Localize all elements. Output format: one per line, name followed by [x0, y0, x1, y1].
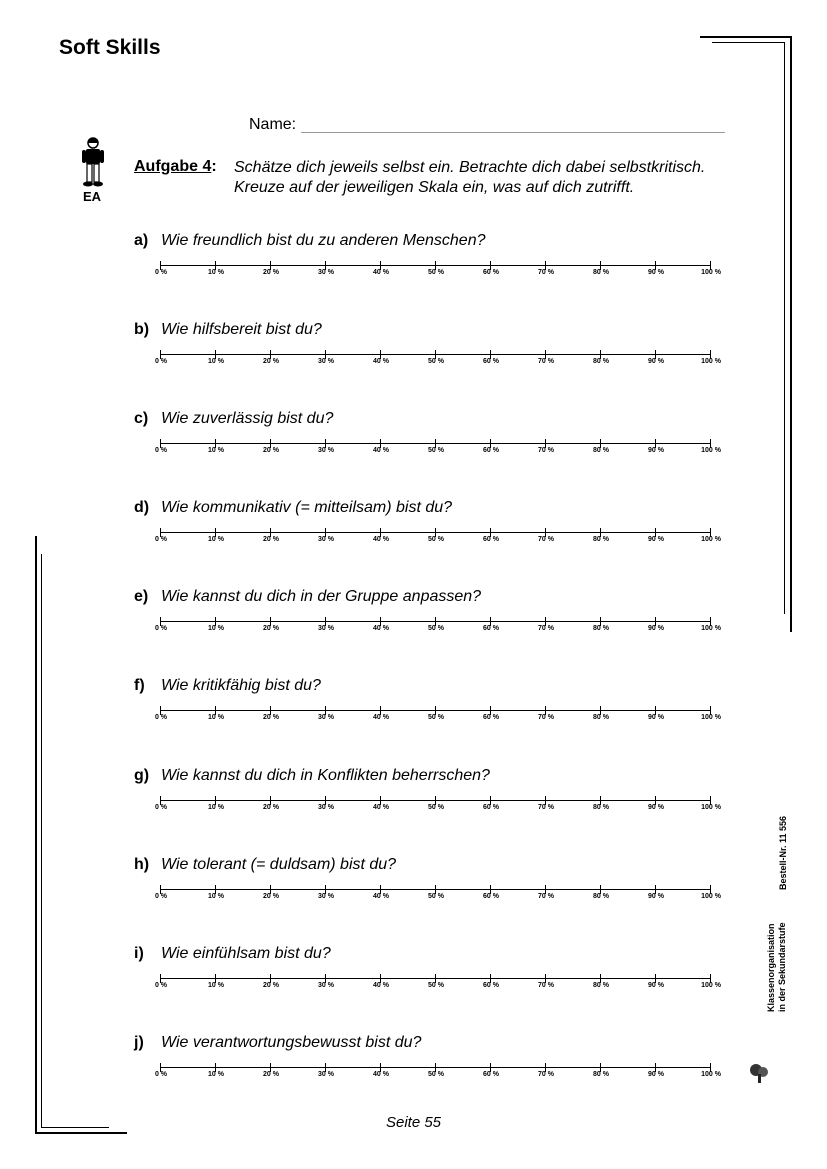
- scale-tick-label: 30 %: [318, 982, 334, 989]
- scale-tick-label: 50 %: [428, 536, 444, 543]
- scale-tick-label: 80 %: [593, 447, 609, 454]
- scale-tick-label: 0 %: [154, 1071, 168, 1078]
- task-label-text: Aufgabe 4: [134, 158, 212, 175]
- scale-tick-label: 90 %: [648, 804, 664, 811]
- scale-tick-label: 80 %: [593, 1071, 609, 1078]
- scale-tick-label: 40 %: [373, 893, 389, 900]
- question-text: Wie tolerant (= duldsam) bist du?: [161, 856, 397, 873]
- order-number: Bestell-Nr. 11 556: [778, 815, 788, 890]
- question-letter: f): [134, 677, 145, 694]
- question-letter: h): [134, 856, 150, 873]
- scale-tick-label: 40 %: [373, 536, 389, 543]
- scale-tick-label: 80 %: [593, 269, 609, 276]
- scale-tick-label: 100 %: [701, 447, 721, 454]
- scale-tick-label: 0 %: [154, 625, 168, 632]
- scale-tick-label: 30 %: [318, 447, 334, 454]
- scale-tick-label: 90 %: [648, 1071, 664, 1078]
- scale-tick-label: 10 %: [208, 893, 224, 900]
- question-letter: d): [134, 499, 150, 516]
- question-item: [134, 945, 734, 1005]
- page-title: Soft Skills: [59, 36, 161, 59]
- scale-tick-label: 70 %: [538, 1071, 554, 1078]
- scale-tick-label: 30 %: [318, 536, 334, 543]
- scale-tick-label: 60 %: [483, 269, 499, 276]
- question-text: Wie hilfsbereit bist du?: [161, 321, 322, 338]
- scale-tick-label: 90 %: [648, 714, 664, 721]
- scale-tick-label: 60 %: [483, 536, 499, 543]
- scale-tick-label: 40 %: [373, 714, 389, 721]
- scale-tick-label: 40 %: [373, 447, 389, 454]
- scale-tick-label: 10 %: [208, 804, 224, 811]
- scale-tick-label: 100 %: [701, 804, 721, 811]
- scale-tick-label: 50 %: [428, 358, 444, 365]
- frame-line-left-2: [41, 554, 42, 1128]
- scale-tick-label: 20 %: [263, 893, 279, 900]
- question-text: Wie kannst du dich in der Gruppe anpassen?: [161, 588, 482, 605]
- scale-tick-label: 70 %: [538, 714, 554, 721]
- scale-tick-label: 20 %: [263, 804, 279, 811]
- scale-tick-label: 10 %: [208, 447, 224, 454]
- scale-tick-label: 100 %: [701, 358, 721, 365]
- scale-tick-label: 20 %: [263, 714, 279, 721]
- scale-tick-label: 80 %: [593, 893, 609, 900]
- question-letter: g): [134, 767, 150, 784]
- question-text: Wie freundlich bist du zu anderen Menschen?: [161, 232, 486, 249]
- rating-scale[interactable]: [134, 1060, 734, 1080]
- rating-scale[interactable]: [134, 882, 734, 902]
- question-letter: i): [134, 945, 144, 962]
- rating-scale[interactable]: [134, 793, 734, 813]
- scale-tick-label: 100 %: [701, 1071, 721, 1078]
- question-text: Wie zuverlässig bist du?: [161, 410, 334, 427]
- scale-tick-label: 60 %: [483, 447, 499, 454]
- scale-tick-label: 40 %: [373, 625, 389, 632]
- question-item: [134, 677, 734, 737]
- rating-scale[interactable]: [134, 347, 734, 367]
- scale-tick-label: 80 %: [593, 982, 609, 989]
- question-letter: a): [134, 232, 149, 249]
- series-title: [766, 922, 788, 1012]
- scale-tick-label: 50 %: [428, 1071, 444, 1078]
- question-letter: j): [134, 1034, 144, 1051]
- scale-tick-label: 40 %: [373, 1071, 389, 1078]
- name-input-line[interactable]: [301, 132, 725, 133]
- frame-line-right-1: [790, 36, 792, 632]
- scale-tick-label: 50 %: [428, 804, 444, 811]
- scale-tick-label: 50 %: [428, 269, 444, 276]
- scale-tick-label: 90 %: [648, 358, 664, 365]
- tree-logo-icon: [748, 1062, 772, 1084]
- question-letter: e): [134, 588, 149, 605]
- rating-scale[interactable]: [134, 971, 734, 991]
- scale-tick-label: 30 %: [318, 625, 334, 632]
- scale-tick-label: 100 %: [701, 714, 721, 721]
- question-item: [134, 232, 734, 292]
- scale-tick-label: 60 %: [483, 625, 499, 632]
- question-item: [134, 499, 734, 559]
- question-item: [134, 856, 734, 916]
- rating-scale[interactable]: [134, 436, 734, 456]
- frame-line-bottom-1: [35, 1132, 127, 1134]
- rating-scale[interactable]: [134, 525, 734, 545]
- scale-tick-label: 10 %: [208, 714, 224, 721]
- student-figure-icon: [80, 136, 106, 188]
- scale-tick-label: 30 %: [318, 804, 334, 811]
- scale-tick-label: 20 %: [263, 447, 279, 454]
- scale-tick-label: 60 %: [483, 982, 499, 989]
- scale-tick-label: 0 %: [154, 536, 168, 543]
- task-instructions-line-1: Schätze dich jeweils selbst ein. Betrachte dich dabei selbstkritisch.: [234, 159, 706, 176]
- scale-tick-label: 70 %: [538, 982, 554, 989]
- frame-line-top-1: [700, 36, 792, 38]
- series-title-line-2: in der Sekundarstufe: [777, 922, 787, 1012]
- scale-tick-label: 80 %: [593, 625, 609, 632]
- scale-tick-label: 90 %: [648, 982, 664, 989]
- scale-tick-label: 30 %: [318, 893, 334, 900]
- scale-tick-label: 20 %: [263, 536, 279, 543]
- scale-tick-label: 0 %: [154, 358, 168, 365]
- scale-tick-label: 70 %: [538, 893, 554, 900]
- scale-tick-label: 90 %: [648, 447, 664, 454]
- rating-scale[interactable]: [134, 614, 734, 634]
- scale-tick-label: 50 %: [428, 982, 444, 989]
- scale-tick-label: 100 %: [701, 893, 721, 900]
- frame-line-top-2: [712, 42, 784, 43]
- frame-line-right-2: [784, 42, 785, 614]
- scale-tick-label: 90 %: [648, 536, 664, 543]
- scale-tick-label: 80 %: [593, 804, 609, 811]
- scale-tick-label: 70 %: [538, 358, 554, 365]
- scale-tick-label: 0 %: [154, 447, 168, 454]
- scale-tick-label: 50 %: [428, 447, 444, 454]
- scale-tick-label: 40 %: [373, 982, 389, 989]
- scale-tick-label: 20 %: [263, 982, 279, 989]
- scale-tick-label: 20 %: [263, 1071, 279, 1078]
- scale-tick-label: 20 %: [263, 269, 279, 276]
- question-letter: c): [134, 410, 149, 427]
- scale-tick-label: 30 %: [318, 1071, 334, 1078]
- scale-tick-label: 10 %: [208, 625, 224, 632]
- question-item: [134, 588, 734, 648]
- scale-tick-label: 100 %: [701, 536, 721, 543]
- name-label: Name:: [249, 116, 297, 133]
- scale-tick-label: 10 %: [208, 536, 224, 543]
- scale-tick-label: 50 %: [428, 714, 444, 721]
- rating-scale[interactable]: [134, 258, 734, 278]
- scale-tick-label: 0 %: [154, 269, 168, 276]
- task-instructions: [234, 158, 734, 198]
- scale-tick-label: 10 %: [208, 982, 224, 989]
- scale-tick-label: 60 %: [483, 1071, 499, 1078]
- rating-scale[interactable]: [134, 703, 734, 723]
- scale-tick-label: 10 %: [208, 269, 224, 276]
- scale-tick-label: 10 %: [208, 1071, 224, 1078]
- scale-tick-label: 50 %: [428, 625, 444, 632]
- scale-tick-label: 80 %: [593, 714, 609, 721]
- question-item: [134, 1034, 734, 1094]
- scale-tick-label: 60 %: [483, 893, 499, 900]
- name-field[interactable]: [249, 116, 725, 134]
- scale-tick-label: 90 %: [648, 893, 664, 900]
- page-number: Seite 55: [385, 1114, 442, 1131]
- scale-tick-label: 40 %: [373, 358, 389, 365]
- question-text: Wie verantwortungsbewusst bist du?: [161, 1034, 422, 1051]
- scale-tick-label: 0 %: [154, 804, 168, 811]
- question-item: [134, 767, 734, 827]
- scale-tick-label: 10 %: [208, 358, 224, 365]
- question-item: [134, 410, 734, 470]
- scale-tick-label: 70 %: [538, 804, 554, 811]
- question-text: Wie kritikfähig bist du?: [161, 677, 321, 694]
- scale-tick-label: 70 %: [538, 269, 554, 276]
- scale-tick-label: 90 %: [648, 625, 664, 632]
- scale-tick-label: 20 %: [263, 358, 279, 365]
- task-instructions-line-2: Kreuze auf der jeweiligen Skala ein, was auf dich zutrifft.: [234, 179, 635, 196]
- question-text: Wie einfühlsam bist du?: [161, 945, 331, 962]
- question-text: Wie kannst du dich in Konflikten beherrschen?: [161, 767, 490, 784]
- ea-label: EA: [83, 189, 102, 204]
- scale-tick-label: 90 %: [648, 269, 664, 276]
- scale-tick-label: 70 %: [538, 536, 554, 543]
- scale-tick-label: 60 %: [483, 358, 499, 365]
- scale-tick-label: 30 %: [318, 358, 334, 365]
- scale-tick-label: 100 %: [701, 982, 721, 989]
- scale-tick-label: 70 %: [538, 625, 554, 632]
- question-item: [134, 321, 734, 381]
- question-letter: b): [134, 321, 150, 338]
- scale-tick-label: 60 %: [483, 714, 499, 721]
- scale-tick-label: 0 %: [154, 893, 168, 900]
- scale-tick-label: 20 %: [263, 625, 279, 632]
- scale-tick-label: 40 %: [373, 269, 389, 276]
- frame-line-left-1: [35, 536, 37, 1134]
- scale-tick-label: 60 %: [483, 804, 499, 811]
- scale-tick-label: 0 %: [154, 982, 168, 989]
- series-title-line-1: Klassenorganisation: [766, 923, 776, 1012]
- scale-tick-label: 100 %: [701, 625, 721, 632]
- task-label: [134, 158, 217, 176]
- task-label-colon: :: [211, 158, 217, 175]
- question-text: Wie kommunikativ (= mitteilsam) bist du?: [161, 499, 453, 516]
- scale-tick-label: 80 %: [593, 358, 609, 365]
- scale-tick-label: 80 %: [593, 536, 609, 543]
- scale-tick-label: 70 %: [538, 447, 554, 454]
- scale-tick-label: 0 %: [154, 714, 168, 721]
- scale-tick-label: 30 %: [318, 714, 334, 721]
- scale-tick-label: 40 %: [373, 804, 389, 811]
- scale-tick-label: 30 %: [318, 269, 334, 276]
- scale-tick-label: 50 %: [428, 893, 444, 900]
- scale-tick-label: 100 %: [701, 269, 721, 276]
